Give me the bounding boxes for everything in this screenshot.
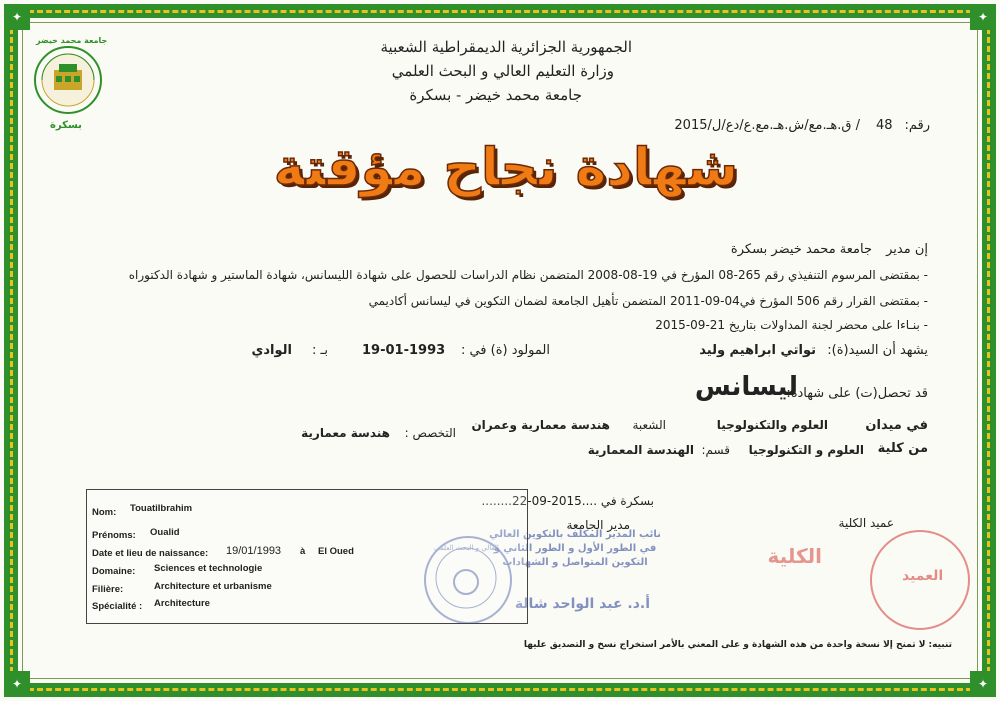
born-in-label: بـ : [312, 343, 328, 358]
birth-sep: à [300, 546, 306, 557]
university-logo [32, 36, 108, 136]
reference-code: / ق.هـ.مع/ش.هـ.مع.ع/دع/ل/2015 [674, 118, 860, 133]
vice-rector-stamp: نائب المدير المكلف بالتكوين العالي في الطور الأول و الطور الثاني و التكوين المتواصل و الشهادات [489, 529, 661, 568]
signature-place-date: بسكرة في ....2015-09-22........ [481, 494, 654, 508]
field-label: في ميدان [865, 418, 928, 433]
dean-title: عميد الكلية [838, 516, 894, 530]
certificate-title: شهادة نجاح مؤقتة [273, 138, 738, 198]
filiere-label: Filière: [92, 584, 124, 595]
faculty-label: من كلية [877, 441, 928, 456]
degree-name: ليسانس [694, 372, 798, 402]
logo-text-top: جامعة محمد خيضر [36, 36, 108, 45]
branch-value: هندسة معمارية وعمران [471, 418, 610, 432]
department-label: قسم: [701, 443, 730, 457]
prenoms-value: Oualid [150, 527, 180, 538]
student-name: تواتي ابراهيم وليد [699, 343, 816, 358]
header-republic: الجمهورية الجزائرية الديمقراطية الشعبية [380, 38, 632, 56]
birth-place-latin: El Oued [318, 546, 354, 557]
obtained-label: قد تحصل(ت) على شهادة: [786, 386, 928, 401]
director-label: إن مدير [886, 242, 928, 257]
decision-line: - بمقتضى القرار رقم 506 المؤرخ في04-09-2011 المتضمن تأهيل الجامعة لضمان التكوين في ليسانس أكاديمي [368, 294, 928, 308]
faculty-value: العلوم و التكنولوجيا [748, 443, 864, 457]
department-value: الهندسة المعمارية [587, 443, 694, 457]
faculty-seal-text: الكلية [767, 544, 822, 568]
specialite-label: Spécialité : [92, 601, 143, 612]
field-value: العلوم والتكنولوجيا [716, 418, 828, 432]
dean-seal-stamp [870, 530, 970, 630]
corner-ornament-icon: ✦ [4, 671, 30, 697]
branch-label: الشعبة [632, 418, 666, 432]
birth-date: 19-01-1993 [362, 343, 446, 358]
nom-value: TouatiIbrahim [130, 503, 193, 514]
footer-note: تنبيه: لا تمنح إلا نسخة واحدة من هذه الشهادة و على المعني بالأمر استخراج نسخ و التصديق عليها [523, 640, 952, 650]
corner-ornament-icon: ✦ [970, 671, 996, 697]
certify-label: يشهد أن السيد(ة): [827, 343, 928, 358]
birth-place: الوادي [251, 343, 292, 358]
logo-text-bottom: بسكرة [50, 120, 82, 131]
specialite-value: Architecture [154, 598, 210, 609]
birth-label: Date et lieu de naissance: [92, 548, 209, 559]
decree-line: - بمقتضى المرسوم التنفيذي رقم 265-08 المؤرخ في 19-08-2008 المتضمن نظام الدراسات للحصول على شهادة الليسانس، شهادة الماستير و شهادة الدكتوراه [128, 268, 928, 282]
director-title: مدير الجامعة [566, 518, 630, 532]
seal-text: العالي و البحث العلمي [434, 544, 499, 552]
prenoms-label: Prénoms: [92, 530, 136, 541]
filiere-value: Architecture et urbanisme [154, 581, 272, 592]
minutes-line: - بنـاءا على محضر لجنة المداولات بتاريخ 21-09-2015 [655, 318, 928, 332]
birth-date-latin: 19/01/1993 [226, 545, 282, 557]
header-ministry: وزارة التعليم العالي و البحث العلمي [391, 62, 614, 80]
domaine-label: Domaine: [92, 566, 136, 577]
domaine-value: Sciences et technologie [154, 563, 263, 574]
director-value: جامعة محمد خيضر بسكرة [730, 242, 872, 257]
reference-number: 48 [876, 118, 893, 133]
dean-seal-text: العميد [902, 568, 944, 584]
vice-rector-name-stamp: أ.د. عبد الواحد شالة [514, 596, 650, 612]
specialty-label: التخصص : [404, 426, 456, 440]
reference-label: رقم: [904, 118, 930, 133]
specialty-value: هندسة معمارية [301, 426, 390, 440]
header-university: جامعة محمد خيضر - بسكرة [409, 86, 582, 104]
corner-ornament-icon: ✦ [970, 4, 996, 30]
nom-label: Nom: [92, 507, 117, 518]
born-label: المولود (ة) في : [460, 343, 550, 358]
corner-ornament-icon: ✦ [4, 4, 30, 30]
